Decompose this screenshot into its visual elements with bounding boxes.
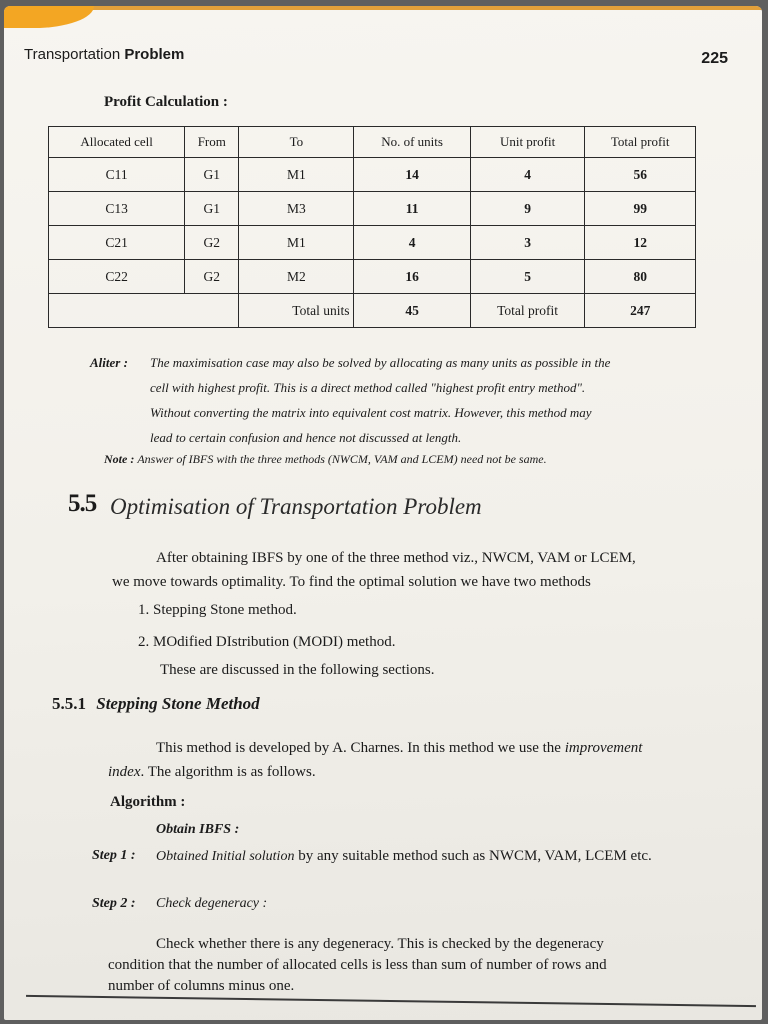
list-item: 2. MOdified DIstribution (MODI) method. — [138, 634, 396, 650]
aliter-block — [90, 350, 730, 450]
col-header: From — [185, 127, 239, 158]
table-footer-row — [49, 294, 696, 328]
subsection-heading — [52, 694, 260, 714]
cell-total-profit: 56 — [585, 158, 696, 192]
table-row — [49, 158, 696, 192]
cell-to: M3 — [239, 192, 354, 226]
cell-to: M2 — [239, 260, 354, 294]
col-header: Unit profit — [470, 127, 585, 158]
section-intro — [112, 546, 732, 594]
note-label: Note : — [104, 452, 135, 466]
running-header — [24, 46, 184, 63]
col-header: No. of units — [354, 127, 470, 158]
step-1 — [92, 846, 732, 867]
table-row — [49, 226, 696, 260]
step-label: Step 2 : — [92, 896, 136, 911]
para-text: . The algorithm is as follows. — [140, 764, 316, 780]
cell-from: G1 — [185, 158, 239, 192]
step-emphasis: Check degeneracy : — [156, 896, 268, 911]
aliter-line: lead to certain confusion and hence not discussed at length. — [150, 430, 462, 445]
col-header: Total profit — [585, 127, 696, 158]
table-row — [49, 192, 696, 226]
subsection-number: 5.5.1 — [52, 694, 86, 713]
intro-line: we move towards optimality. To find the optimal solution we have two methods — [112, 574, 591, 590]
cell-allocated: C13 — [49, 192, 185, 226]
degeneracy-para — [108, 934, 732, 997]
profit-calc-heading: Profit Calculation : — [104, 94, 228, 110]
para-line: number of columns minus one. — [108, 978, 295, 994]
note-line — [104, 452, 547, 467]
total-profit-value: 247 — [585, 294, 696, 328]
header-title-plain: Transportation — [24, 46, 121, 63]
para-emphasis: improvement — [564, 740, 643, 756]
cell-unit-profit: 9 — [470, 192, 585, 226]
table-row — [49, 260, 696, 294]
total-profit-label: Total profit — [470, 294, 585, 328]
algorithm-label: Algorithm : — [110, 794, 186, 810]
cell-units: 11 — [354, 192, 470, 226]
cell-total-profit: 80 — [585, 260, 696, 294]
cell-allocated: C11 — [49, 158, 185, 192]
total-units-label: Total units — [239, 294, 354, 328]
cell-units: 14 — [354, 158, 470, 192]
page-number: 225 — [701, 50, 728, 67]
cell-to: M1 — [239, 158, 354, 192]
cell-allocated: C21 — [49, 226, 185, 260]
col-header: Allocated cell — [49, 127, 185, 158]
step-label: Step 1 : — [92, 848, 136, 863]
profit-table — [48, 126, 696, 328]
obtain-ibfs-label: Obtain IBFS : — [156, 822, 240, 837]
cell-from: G1 — [185, 192, 239, 226]
step-emphasis: Obtained Initial solution — [156, 849, 295, 864]
table-header-row — [49, 127, 696, 158]
subsection-title: Stepping Stone Method — [96, 694, 260, 713]
cell-unit-profit: 4 — [470, 158, 585, 192]
section-number: 5.5 — [68, 490, 97, 517]
cell-units: 4 — [354, 226, 470, 260]
aliter-line: The maximisation case may also be solved by allocating as many units as possible in the — [150, 355, 611, 370]
aliter-label: Aliter : — [90, 355, 128, 370]
cell-unit-profit: 5 — [470, 260, 585, 294]
para-text: This method is developed by A. Charnes. In this method we use the — [156, 740, 565, 756]
aliter-line: Without converting the matrix into equivalent cost matrix. However, this method may — [150, 405, 592, 420]
cell-from: G2 — [185, 226, 239, 260]
step-2 — [92, 894, 732, 914]
cell-total-profit: 99 — [585, 192, 696, 226]
list-item: 1. Stepping Stone method. — [138, 602, 297, 618]
following-note: These are discussed in the following sections. — [160, 662, 435, 678]
total-units-value: 45 — [354, 294, 470, 328]
cell-to: M1 — [239, 226, 354, 260]
col-header: To — [239, 127, 354, 158]
cell-units: 16 — [354, 260, 470, 294]
para-line: Check whether there is any degeneracy. This is checked by the degeneracy — [156, 936, 604, 952]
orange-corner-decoration — [4, 6, 94, 28]
top-edge-strip — [4, 6, 762, 10]
header-title-bold: Problem — [124, 46, 185, 63]
intro-line: After obtaining IBFS by one of the three method viz., NWCM, VAM or LCEM, — [156, 550, 636, 566]
cell-total-profit: 12 — [585, 226, 696, 260]
subsection-para — [108, 736, 732, 784]
book-page — [4, 6, 762, 1020]
footer-blank — [49, 294, 239, 328]
step-text: by any suitable method such as NWCM, VAM, LCEM etc. — [294, 848, 652, 864]
para-emphasis: index — [108, 764, 141, 780]
aliter-line: cell with highest profit. This is a direct method called "highest profit entry method". — [150, 380, 586, 395]
section-title: Optimisation of Transportation Problem — [110, 494, 482, 519]
cell-allocated: C22 — [49, 260, 185, 294]
cell-unit-profit: 3 — [470, 226, 585, 260]
cell-from: G2 — [185, 260, 239, 294]
note-text: Answer of IBFS with the three methods (NWCM, VAM and LCEM) need not be same. — [137, 452, 547, 466]
para-line: condition that the number of allocated cells is less than sum of number of rows and — [108, 957, 607, 973]
